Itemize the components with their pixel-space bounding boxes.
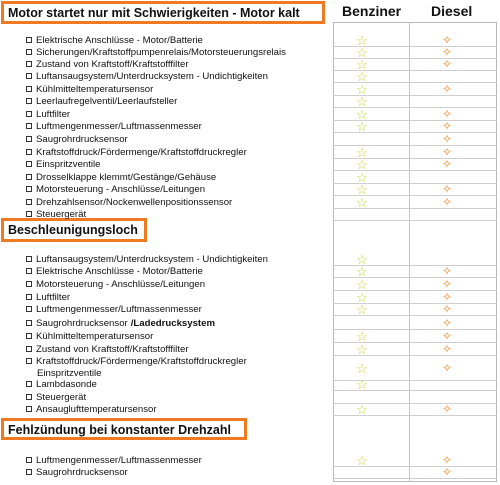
checkbox[interactable] <box>26 123 32 129</box>
checkbox[interactable] <box>26 469 32 475</box>
checklist-item[interactable] <box>26 356 247 379</box>
benziner-star-icon: ☆ <box>356 290 368 305</box>
checklist-item[interactable] <box>26 47 286 58</box>
row-divider <box>333 220 497 221</box>
checkbox[interactable] <box>26 457 32 463</box>
item-label: Lambdasonde <box>36 379 97 390</box>
section-title-beschleunigungsloch: Beschleunigungsloch <box>1 218 147 242</box>
benziner-star-icon: ☆ <box>356 277 368 292</box>
checkbox[interactable] <box>26 281 32 287</box>
item-label: Einspritzventile <box>36 159 101 170</box>
checklist-item[interactable] <box>26 292 70 303</box>
section-title-fehlzuendung: Fehlzündung bei konstanter Drehzahl <box>1 418 247 440</box>
diesel-star-icon: ✧ <box>441 465 453 479</box>
item-label: Kraftstoffdruck/Fördermenge/Kraftstoffdruckregler <box>36 356 247 367</box>
diesel-star-icon: ✧ <box>441 33 453 47</box>
item-label: Zustand von Kraftstoff/Kraftstofffilter <box>36 59 189 70</box>
checkbox[interactable] <box>26 149 32 155</box>
benziner-star-icon: ☆ <box>356 329 368 344</box>
benziner-star-icon: ☆ <box>356 107 368 122</box>
checklist-item[interactable] <box>26 467 128 478</box>
checkbox[interactable] <box>26 406 32 412</box>
checkbox[interactable] <box>26 346 32 352</box>
checkbox[interactable] <box>26 333 32 339</box>
item-label: Steuergerät <box>36 209 87 220</box>
item-label: Drehzahlsensor/Nockenwellenpositionssensor <box>36 197 233 208</box>
item-label: Kühlmitteltemperatursensor <box>36 331 154 342</box>
checkbox[interactable] <box>26 211 32 217</box>
benziner-star-icon: ☆ <box>356 33 368 48</box>
benziner-star-icon: ☆ <box>356 252 368 267</box>
item-label-extra: /Ladedrucksystem <box>130 318 215 329</box>
item-label: Kraftstoffdruck/Fördermenge/Kraftstoffdruckregler <box>36 147 247 158</box>
diesel-star-icon: ✧ <box>441 329 453 343</box>
checkbox[interactable] <box>26 98 32 104</box>
checklist-item[interactable] <box>26 318 215 329</box>
item-label: Luftansaugsystem/Unterdrucksystem - Undichtigkeiten <box>36 71 268 82</box>
benziner-star-icon: ☆ <box>356 45 368 60</box>
benziner-star-icon: ☆ <box>356 82 368 97</box>
item-label: Elektrische Anschlüsse - Motor/Batterie <box>36 266 203 277</box>
column-header-diesel: Diesel <box>431 3 473 19</box>
diesel-star-icon: ✧ <box>441 277 453 291</box>
checklist-item[interactable] <box>26 266 203 277</box>
checklist-item[interactable] <box>26 59 189 70</box>
benziner-star-icon: ☆ <box>356 342 368 357</box>
benziner-star-icon: ☆ <box>356 264 368 279</box>
item-label: Leerlaufregelventil/Leerlaufsteller <box>36 96 178 107</box>
item-label: Drosselklappe klemmt/Gestänge/Gehäuse <box>36 172 217 183</box>
checkbox[interactable] <box>26 73 32 79</box>
diesel-star-icon: ✧ <box>441 157 453 171</box>
checklist-item[interactable] <box>26 379 97 390</box>
checkbox[interactable] <box>26 161 32 167</box>
checklist-item[interactable] <box>26 304 202 315</box>
item-label: Luftmengenmesser/Luftmassenmesser <box>36 121 202 132</box>
benziner-star-icon: ☆ <box>356 157 368 172</box>
checkbox[interactable] <box>26 394 32 400</box>
checkbox[interactable] <box>26 111 32 117</box>
checkbox[interactable] <box>26 61 32 67</box>
diesel-star-icon: ✧ <box>441 57 453 71</box>
checklist-item[interactable] <box>26 209 86 220</box>
item-label-continued: Einspritzventile <box>37 368 102 379</box>
checkbox[interactable] <box>26 37 32 43</box>
benziner-star-icon: ☆ <box>356 195 368 210</box>
diesel-star-icon: ✧ <box>441 45 453 59</box>
checklist-item[interactable] <box>26 392 86 403</box>
checklist-item[interactable] <box>26 331 153 342</box>
checkbox[interactable] <box>26 320 32 326</box>
item-label: Saugrohrdrucksensor <box>36 467 128 478</box>
checklist-item[interactable] <box>26 279 205 290</box>
checklist-item[interactable] <box>26 96 177 107</box>
benziner-star-icon: ☆ <box>356 145 368 160</box>
item-label: Steuergerät <box>36 392 87 403</box>
benziner-star-icon: ☆ <box>356 57 368 72</box>
checklist-item[interactable] <box>26 159 101 170</box>
benziner-star-icon: ☆ <box>356 361 368 376</box>
column-header-benziner: Benziner <box>342 3 402 19</box>
checklist-item[interactable] <box>26 254 268 265</box>
diesel-star-icon: ✧ <box>441 342 453 356</box>
checkbox[interactable] <box>26 358 32 364</box>
checklist-item[interactable] <box>26 134 128 145</box>
checklist-item[interactable] <box>26 172 216 183</box>
item-label: Motorsteuerung - Anschlüsse/Leitungen <box>36 184 206 195</box>
benziner-star-icon: ☆ <box>356 170 368 185</box>
checklist-item[interactable] <box>26 147 247 158</box>
checklist-item[interactable] <box>26 35 203 46</box>
checklist-item[interactable] <box>26 121 202 132</box>
diesel-star-icon: ✧ <box>441 182 453 196</box>
checkbox[interactable] <box>26 268 32 274</box>
diesel-star-icon: ✧ <box>441 453 453 467</box>
checkbox[interactable] <box>26 294 32 300</box>
diesel-star-icon: ✧ <box>441 361 453 375</box>
diesel-star-icon: ✧ <box>441 402 453 416</box>
item-label: Kühlmitteltemperatursensor <box>36 84 154 95</box>
benziner-star-icon: ☆ <box>356 69 368 84</box>
checklist-item[interactable] <box>26 71 268 82</box>
checklist-item[interactable] <box>26 455 202 466</box>
checkbox[interactable] <box>26 381 32 387</box>
checkbox[interactable] <box>26 306 32 312</box>
diesel-star-icon: ✧ <box>441 145 453 159</box>
item-label: Zustand von Kraftstoff/Kraftstofffilter <box>36 344 189 355</box>
checkbox[interactable] <box>26 86 32 92</box>
checklist-item[interactable] <box>26 109 70 120</box>
diesel-star-icon: ✧ <box>441 316 453 330</box>
item-label: Saugrohrdrucksensor <box>36 134 128 145</box>
item-label: Sicherungen/Kraftstoffpumpenrelais/Motorsteuerungsrelais <box>36 47 286 58</box>
item-label: Luftfilter <box>36 292 71 303</box>
diesel-star-icon: ✧ <box>441 119 453 133</box>
checkbox[interactable] <box>26 174 32 180</box>
benziner-star-icon: ☆ <box>356 94 368 109</box>
item-label: Luftmengenmesser/Luftmassenmesser <box>36 455 202 466</box>
item-label: Ansauglufttemperatursensor <box>36 404 157 415</box>
diesel-star-icon: ✧ <box>441 107 453 121</box>
checklist-item[interactable] <box>26 184 205 195</box>
checkbox[interactable] <box>26 186 32 192</box>
diesel-star-icon: ✧ <box>441 302 453 316</box>
item-label: Saugrohrdrucksensor <box>36 318 128 329</box>
item-label: Luftmengenmesser/Luftmassenmesser <box>36 304 202 315</box>
checkbox[interactable] <box>26 256 32 262</box>
benziner-star-icon: ☆ <box>356 182 368 197</box>
diesel-star-icon: ✧ <box>441 82 453 96</box>
item-label: Luftfilter <box>36 109 71 120</box>
diesel-star-icon: ✧ <box>441 290 453 304</box>
diesel-star-icon: ✧ <box>441 195 453 209</box>
checklist-item[interactable] <box>26 84 153 95</box>
benziner-star-icon: ☆ <box>356 377 368 392</box>
checkbox[interactable] <box>26 49 32 55</box>
column-divider <box>409 23 410 481</box>
diesel-star-icon: ✧ <box>441 132 453 146</box>
benziner-star-icon: ☆ <box>356 402 368 417</box>
item-label: Elektrische Anschlüsse - Motor/Batterie <box>36 35 203 46</box>
checklist-item[interactable] <box>26 344 189 355</box>
checklist-item[interactable] <box>26 197 232 208</box>
section-title-motor-kalt: Motor startet nur mit Schwierigkeiten - Motor kalt <box>1 1 325 24</box>
benziner-star-icon: ☆ <box>356 453 368 468</box>
benziner-star-icon: ☆ <box>356 119 368 134</box>
row-divider <box>333 478 497 479</box>
checkbox[interactable] <box>26 136 32 142</box>
item-label: Motorsteuerung - Anschlüsse/Leitungen <box>36 279 206 290</box>
checklist-item[interactable] <box>26 404 157 415</box>
checkbox[interactable] <box>26 199 32 205</box>
item-label: Luftansaugsystem/Unterdrucksystem - Undichtigkeiten <box>36 254 268 265</box>
benziner-star-icon: ☆ <box>356 302 368 317</box>
diesel-star-icon: ✧ <box>441 264 453 278</box>
